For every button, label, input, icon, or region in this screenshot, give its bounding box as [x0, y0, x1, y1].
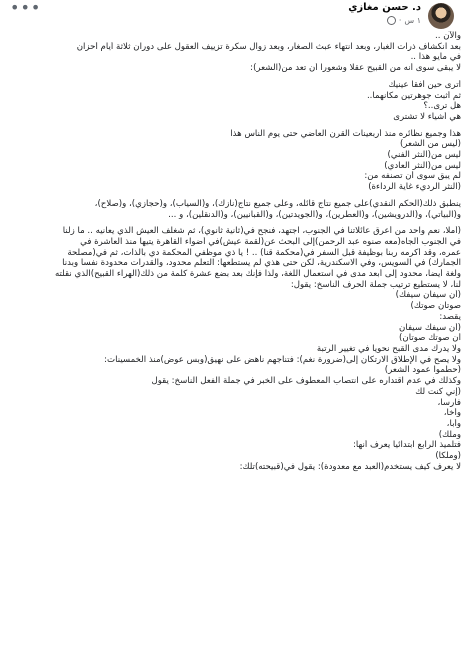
globe-icon [387, 16, 396, 25]
post-text-line: أن صوتك صوتان) [399, 333, 461, 344]
post-text-line: لا يبقى سوى أنه من القبيح عقلا وشعورا أن تعد من(الشعر): [250, 63, 461, 74]
post-text-line: لنا، لا يستطيع ترتيب جملة الحرف الناسخ: يقول: [290, 279, 461, 290]
post-text-line: و(البياتي)، و(الدرويشين)، و(العطرين)، و(الجويدتين)، و(القبانيين)، و(الدنقلين)، و ... [168, 209, 461, 220]
post-text-line: ينطبق ذلك(الحكم النقدي)على جميع نتاج قائله، وعلى جميع نتاج(نازك)، و(السياب)، و(حجازي)، و(صلاح)، [94, 198, 461, 209]
post-text-line: عمره، وقد أكرمه ربنا بوظيفة قبل السفر في(محكمة قنا) .. ! يا ذي موظفي المحكمة دي بالذات، ثم في(مصلحة [67, 247, 461, 258]
post-text-line: وأبا، [446, 418, 461, 429]
post-text-line: يقصد: [439, 311, 461, 322]
post-text-line: في الجنوب ألجأه(معه صنوه عبد الرحمن)إلى البحث عن(لقمة عيش)في أضواء القاهرة يتيها منذ العاشرة في [80, 236, 461, 247]
post-text-line: لم يبق سوى أن تصنفه من: [364, 171, 461, 182]
post-text-line: والآن .. [435, 31, 461, 41]
post-text-line: (أن سيفك سيفان [399, 322, 461, 333]
post-text-line: ليس من(النثر العادي) [384, 160, 461, 171]
post-text-line: هي أشياء لا تشترى [393, 111, 461, 122]
post-text-line: الجمارك) في السويس، وفي الاسكندرية، لكن حتى هذي لم يستطعها: التعلم محدود، والقدرات محدودة نفسا وبدنا [62, 258, 461, 269]
post-text-line: (حطموا عمود الشعر) [384, 365, 461, 376]
post-text-line: صوتان صوتك) [410, 301, 461, 312]
author-avatar[interactable] [428, 3, 454, 29]
post-text-line: هذا وجميع نظائره منذ أربعينات القرن العاضي حتى يوم الناس هذا [230, 128, 461, 139]
post-text-line: ليس من(النثر الفني) [387, 150, 461, 161]
more-options-button[interactable]: ••• [10, 0, 42, 17]
post-text-line: (وملكا) [435, 451, 461, 462]
post-text-line: (إني كنت لك [415, 386, 461, 397]
post-text-line: أترى حين أفقأ عينيك [388, 79, 461, 90]
post-text-line: لا يعرف كيف يستخدم(العبد مع معدودة): يقول في(قبيحته)تلك: [239, 461, 461, 472]
post-text-line: ولا يصح في الإطلاق الارتكان إلى(ضرورة نغم): فتناجهم ناهض على نهيق(وبس عوض)منذ الخمسينات: [104, 354, 461, 365]
post-text-line: ولغة أيضا، محدود إلى أبعد مدى في استعمال اللغة، ولذا فإنك بعد بضع عشرة كلمة من ذلك(الهراء القبيح)الذي نقلته [54, 269, 461, 280]
post-text-line: ثم أثبت جوهرتين مكانهما.. [366, 90, 461, 101]
post-time[interactable]: ١ س [404, 16, 421, 25]
post-text-line: وأخا، [443, 408, 461, 419]
author-name[interactable]: د. حسن مغازي [348, 2, 421, 13]
post-body [6, 31, 461, 472]
post-text-line: ولا يدرك مدى القبح نحويا في تغيير الرتبة [316, 343, 461, 354]
post-text-line: (أملا، نعم واحد من أعرق عائلاتنا في الجنوب، اجتهد، فنجح في(ثانية ثانوي)، ثم شغلف العيش الذي يعانيه .. ما زلنا [62, 226, 461, 237]
post-text-line: هل ترى..؟ [423, 101, 461, 112]
dot-separator: · [398, 16, 402, 25]
post-text-line: بعد انكشاف ذرات الغبار، وبعد انتهاء عبث الصغار، وبعد زوال سكرة تزييف العقول على دوران ثلاثة أيام أحزان [76, 41, 461, 52]
post-text-line: وملك) [438, 429, 461, 440]
post-meta [387, 16, 421, 25]
post-text-line: فتلميذ الرابع ابتدائيا يعرف أنها: [353, 440, 461, 451]
post-text-line: (النثر الرديء غاية الرداءة) [368, 182, 461, 193]
post-text-line: فارسا، [437, 397, 461, 408]
post-text-line: وكذلك في عدم اقتداره على انتصاب المعطوف على الخبر في جملة الفعل الناسخ: يقول [151, 376, 461, 387]
post-header [0, 0, 467, 30]
post-text-line: (ليس من الشعر) [399, 139, 461, 150]
post-text-line: في مايو هذا .. [410, 52, 461, 63]
post-text-line: (أن سيفان سيفك) [395, 290, 461, 301]
